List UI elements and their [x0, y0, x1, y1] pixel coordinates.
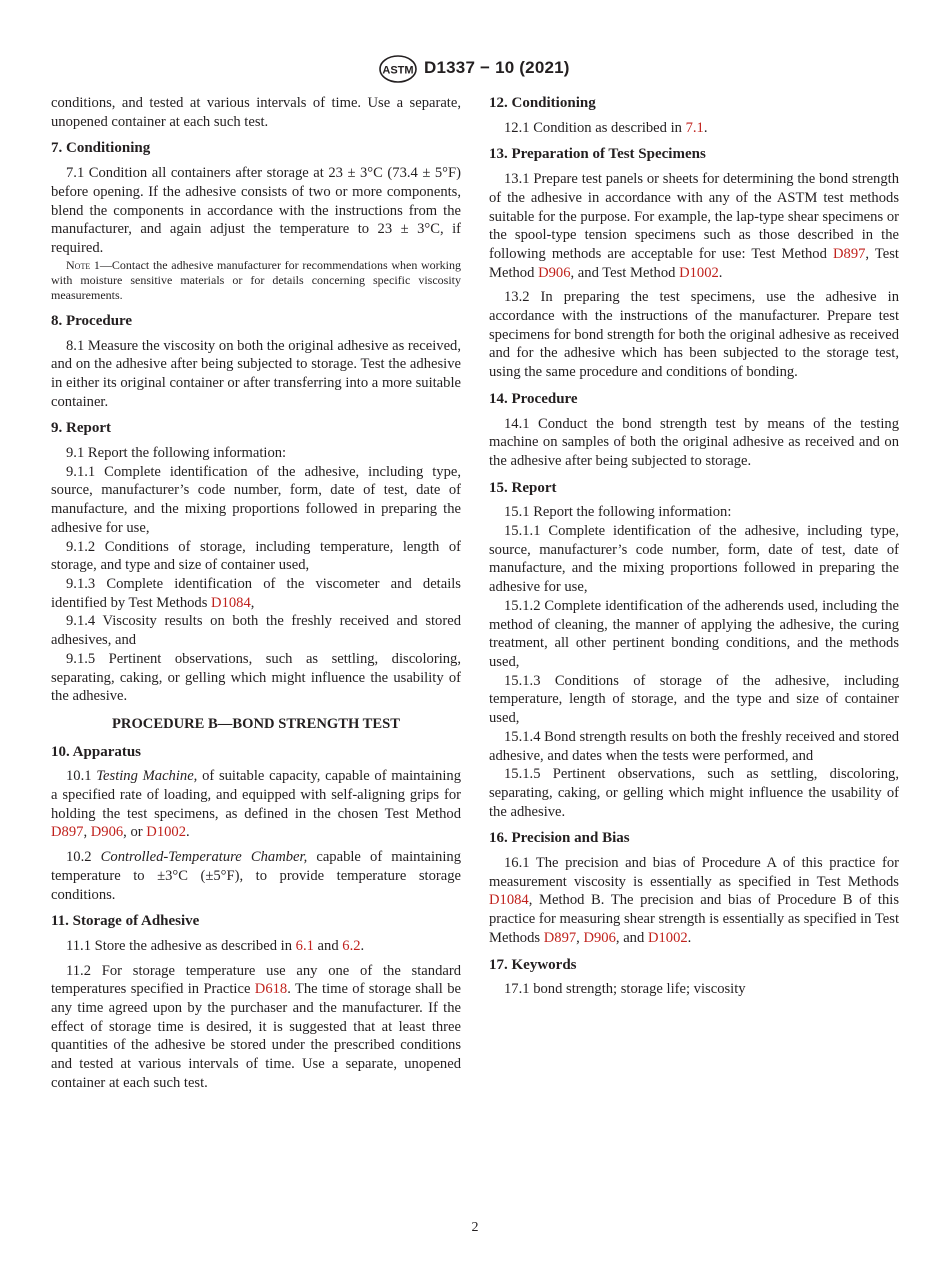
para-8-1: 8.1 Measure the viscosity on both the original adhesive as received, and on the adhesive after being subjected to storage. Test the adhesive in either its original container or after transferring into a more suitable container.	[51, 337, 461, 410]
svg-text:ASTM: ASTM	[382, 64, 414, 77]
right-column	[489, 94, 899, 999]
separator: , and Test Method	[570, 264, 680, 281]
para-10-1	[51, 767, 461, 842]
document-designation: D1337 − 10 (2021)	[424, 58, 570, 77]
para-11-2-rest: . The time of storage shall be any time agreed upon by the purchaser and the manufacturer. If the effect of storage time is desired, it is suggested that at least three quantities of the adhesive be stored under the prescribed conditions and tested at various intervals of time. Use a separate, unopened container at each such test.	[51, 981, 461, 1091]
section-7-heading: 7. Conditioning	[51, 140, 151, 157]
para-11-2	[51, 962, 461, 1093]
link-d897[interactable]: D897	[51, 824, 84, 841]
separator: ,	[83, 824, 91, 841]
para-14-1: 14.1 Conduct the bond strength test by means of the testing machine on samples of both the original adhesive as received and on the adhesive after being subjected to storage.	[489, 415, 899, 469]
section-15-heading: 15. Report	[489, 479, 557, 496]
para-9-1-3	[51, 575, 461, 612]
term-testing-machine: Testing Machine,	[96, 768, 198, 785]
para-15-1-5: 15.1.5 Pertinent observations, such as settling, discoloring, separating, caking, or gelling which might influence the usability of the adhesive.	[489, 766, 899, 820]
para-9-1-3-end: ,	[250, 594, 255, 611]
separator: ,	[576, 929, 584, 946]
para-10-1-text: of suitable capacity, capable of maintaining a specified rate of loading, and equipped with self-aligning grips for holding the test specimens, as defined in the chosen Test Method	[51, 768, 461, 822]
para-11-1	[51, 937, 461, 956]
para-7-1: 7.1 Condition all containers after storage at 23 ± 3°C (73.4 ± 5°F) before opening. If the adhesive consists of two or more components, blend the components in accordance with the instructions from the manufacturer, and again adjust the temperature to 23 ± 3°C, if required.	[51, 165, 461, 256]
para-9-1-3-text: 9.1.3 Complete identification of the viscometer and details identified by Test Methods	[51, 575, 461, 611]
para-12-1-text: 12.1 Condition as described in	[504, 119, 686, 136]
note-1-text: —Contact the adhesive manufacturer for recommendations when working with moisture sensitive materials or for details concerning specific viscosity measurements.	[51, 257, 462, 303]
note-1	[51, 258, 461, 304]
link-d1084[interactable]: D1084	[489, 892, 529, 909]
note-1-label: Note 1	[66, 257, 100, 272]
link-6-2[interactable]: 6.2	[342, 937, 361, 954]
para-11-2-text: 11.2 For storage temperature use any one of the standard temperatures specified in Practice	[51, 962, 461, 998]
link-d1002[interactable]: D1002	[647, 929, 688, 946]
section-16-heading: 16. Precision and Bias	[489, 830, 630, 847]
para-15-1-3: 15.1.3 Conditions of storage of the adhesive, including temperature, length of storage, and the type and size of container used,	[489, 672, 899, 727]
para-10-2-num: 10.2	[66, 849, 101, 866]
period: .	[186, 824, 190, 841]
link-7-1[interactable]: 7.1	[685, 119, 704, 136]
para-17-1: 17.1 bond strength; storage life; viscosity	[504, 981, 746, 998]
link-d906[interactable]: D906	[538, 264, 571, 281]
para-11-1-text: 11.1 Store the adhesive as described in	[66, 937, 296, 954]
section-13-heading: 13. Preparation of Test Specimens	[489, 146, 706, 163]
para-9-1-2: 9.1.2 Conditions of storage, including temperature, length of storage, and type and size of container used,	[51, 538, 461, 574]
link-d1084[interactable]: D1084	[211, 594, 251, 611]
link-d897[interactable]: D897	[832, 245, 866, 262]
separator: , Test Method	[489, 245, 899, 281]
para-13-1-text: 13.1 Prepare test panels or sheets for determining the bond strength of the adhesive in accordance with any of the ASTM test methods suitable for the purpose. For example, the lap-type shear specimens or the spool-type tension specimens such as those described in the following methods are acceptable for use: Test Method	[489, 171, 899, 262]
link-6-1[interactable]: 6.1	[295, 937, 314, 954]
term-controlled-temperature-chamber: Controlled-Temperature Chamber,	[100, 849, 308, 866]
continued-paragraph: conditions, and tested at various intervals of time. Use a separate, unopened container at each such test.	[51, 95, 461, 130]
para-10-2-text: capable of maintaining temperature to ±3°C (±5°F), to provide temperature storage conditions.	[51, 849, 462, 903]
link-d897[interactable]: D897	[543, 929, 577, 946]
separator: , or	[123, 824, 147, 841]
para-13-2: 13.2 In preparing the test specimens, use the adhesive in accordance with the instructions of the manufacturer. Prepare test specimens for bond strength for both the original adhesive as received and for the adhesive which has been subjected to the storage test, using the same procedure and conditions of bonding.	[489, 289, 899, 381]
link-d618[interactable]: D618	[254, 981, 288, 998]
link-d1002[interactable]: D1002	[679, 264, 719, 281]
para-9-1-5: 9.1.5 Pertinent observations, such as settling, discoloring, separating, caking, or gelling which might influence the usability of the adhesive.	[51, 650, 461, 705]
para-10-2	[51, 848, 461, 904]
section-10-heading: 10. Apparatus	[51, 743, 142, 760]
page-header	[0, 54, 950, 86]
separator: and	[313, 937, 343, 954]
para-16-1-text: 16.1 The precision and bias of Procedure A of this practice for measurement viscosity is essentially as specified in Test Methods	[489, 855, 899, 890]
section-11-heading: 11. Storage of Adhesive	[51, 913, 200, 930]
link-d906[interactable]: D906	[90, 824, 124, 841]
para-15-1: 15.1 Report the following information:	[504, 504, 732, 521]
link-d906[interactable]: D906	[583, 929, 616, 946]
para-9-1-4: 9.1.4 Viscosity results on both the freshly received and stored adhesives, and	[51, 613, 461, 649]
section-8-heading: 8. Procedure	[51, 312, 133, 329]
para-16-1	[489, 854, 899, 948]
period: .	[687, 929, 692, 946]
para-10-1-num: 10.1	[66, 768, 97, 785]
astm-logo-icon	[378, 54, 418, 84]
section-17-heading: 17. Keywords	[489, 956, 577, 973]
para-9-1-1: 9.1.1 Complete identification of the adhesive, including type, source, manufacturer’s code number, form, date of test, date of manufacture, and the mixing proportions followed in preparing the adhesive for use,	[51, 463, 461, 536]
para-16-1-rest: , Method B. The precision and bias of Procedure B of this practice for measuring shear strength is essentially as specified in Test Methods	[489, 892, 899, 946]
separator: , and	[615, 929, 648, 946]
page-number: 2	[471, 1220, 479, 1235]
para-13-1	[489, 170, 899, 282]
left-column	[51, 94, 461, 1093]
link-d1002[interactable]: D1002	[146, 824, 187, 841]
para-15-1-4: 15.1.4 Bond strength results on both the freshly received and stored adhesive, and dates when the tests were performed, and	[489, 728, 899, 764]
para-15-1-1: 15.1.1 Complete identification of the adhesive, including type, source, manufacturer’s code number, form, date of test, date of manufacture, and the mixing proportions followed in preparing the adhesive for use,	[489, 523, 899, 596]
para-9-1: 9.1 Report the following information:	[66, 445, 287, 462]
period: .	[703, 119, 708, 136]
procedure-b-heading: PROCEDURE B—BOND STRENGTH TEST	[111, 715, 401, 732]
section-9-heading: 9. Report	[51, 420, 111, 437]
period: .	[360, 937, 365, 954]
para-15-1-2: 15.1.2 Complete identification of the adherends used, including the method of cleaning, the manner of applying the adhesive, the curing treatment, all other pertinent bonding conditions, and the methods used,	[489, 597, 899, 670]
section-14-heading: 14. Procedure	[489, 390, 578, 407]
section-12-heading: 12. Conditioning	[489, 95, 596, 111]
para-12-1	[489, 119, 899, 138]
period: .	[718, 264, 723, 281]
